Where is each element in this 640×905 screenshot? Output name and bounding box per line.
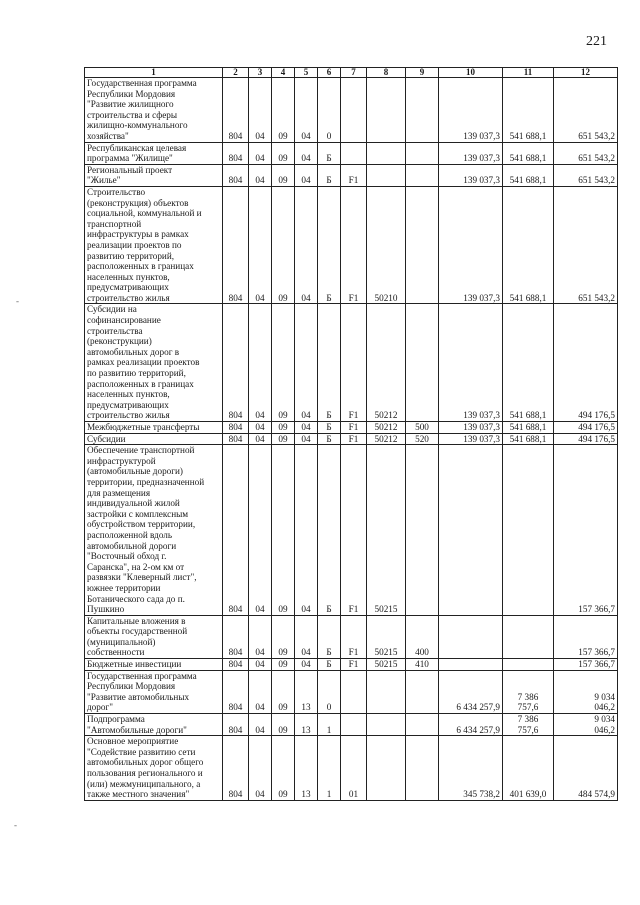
code-cell: 04	[295, 78, 318, 143]
code-cell: 1	[318, 714, 341, 736]
code-cell: 804	[223, 736, 249, 801]
margin-mark: -	[16, 296, 19, 306]
code-cell: 09	[272, 714, 295, 736]
code-cell: 804	[223, 670, 249, 713]
code-cell: Б	[318, 186, 341, 304]
code-cell: 09	[272, 142, 295, 164]
code-cell: 04	[295, 422, 318, 434]
code-cell	[341, 714, 367, 736]
code-cell: 04	[249, 736, 272, 801]
amount-cell: 7 386 757,6	[503, 670, 554, 713]
row-label: Субсидии на софинансирование строительства (реконструкции) автомобильных дорог в рамках реализации проектов по развитию территорий, расположенных в границах населенных пунктов, предусматривающих строительство жилья	[85, 304, 223, 422]
amount-cell: 494 176,5	[554, 304, 618, 422]
table-body	[85, 78, 618, 801]
code-cell: 04	[295, 304, 318, 422]
code-cell	[367, 78, 406, 143]
code-cell: 01	[341, 736, 367, 801]
amount-cell: 9 034 046,2	[554, 714, 618, 736]
amount-cell: 494 176,5	[554, 433, 618, 445]
code-cell	[367, 736, 406, 801]
row-label: Основное мероприятие "Содействие развитию сети автомобильных дорог общего пользования регионального и (или) межмуниципального, а также местного значения"	[85, 736, 223, 801]
code-cell	[341, 78, 367, 143]
amount-cell: 541 688,1	[503, 186, 554, 304]
code-cell: 09	[272, 615, 295, 658]
code-cell: F1	[341, 164, 367, 186]
code-cell: 13	[295, 714, 318, 736]
column-header: 3	[249, 68, 272, 78]
amount-cell: 139 037,3	[439, 422, 503, 434]
column-header: 12	[554, 68, 618, 78]
code-cell: 09	[272, 659, 295, 671]
code-cell: F1	[341, 186, 367, 304]
code-cell: 13	[295, 736, 318, 801]
table-row	[85, 714, 618, 736]
code-cell: Б	[318, 422, 341, 434]
code-cell	[406, 736, 439, 801]
code-cell	[367, 714, 406, 736]
code-cell	[367, 670, 406, 713]
code-cell: 04	[249, 304, 272, 422]
row-label: Государственная программа Республики Мордовия "Развитие автомобильных дорог"	[85, 670, 223, 713]
code-cell: 50212	[367, 422, 406, 434]
code-cell: 04	[249, 615, 272, 658]
code-cell: 09	[272, 670, 295, 713]
amount-cell	[503, 659, 554, 671]
code-cell: 804	[223, 186, 249, 304]
code-cell: F1	[341, 304, 367, 422]
code-cell: 04	[249, 78, 272, 143]
code-cell: F1	[341, 422, 367, 434]
column-header: 5	[295, 68, 318, 78]
code-cell: 500	[406, 422, 439, 434]
code-cell: Б	[318, 615, 341, 658]
table-row	[85, 422, 618, 434]
amount-cell: 6 434 257,9	[439, 670, 503, 713]
code-cell: 50215	[367, 615, 406, 658]
code-cell: 0	[318, 78, 341, 143]
code-cell: Б	[318, 304, 341, 422]
row-label: Государственная программа Республики Мордовия "Развитие жилищного строительства и сферы жилищно-коммунального хозяйства"	[85, 78, 223, 143]
amount-cell: 7 386 757,6	[503, 714, 554, 736]
column-header: 8	[367, 68, 406, 78]
code-cell: 04	[249, 186, 272, 304]
code-cell	[367, 164, 406, 186]
code-cell	[406, 142, 439, 164]
amount-cell: 541 688,1	[503, 142, 554, 164]
row-label: Капитальные вложения в объекты государственной (муниципальной) собственности	[85, 615, 223, 658]
amount-cell: 541 688,1	[503, 422, 554, 434]
code-cell	[406, 304, 439, 422]
code-cell	[406, 714, 439, 736]
column-header: 4	[272, 68, 295, 78]
table-row	[85, 736, 618, 801]
code-cell: F1	[341, 615, 367, 658]
amount-cell: 139 037,3	[439, 304, 503, 422]
code-cell: 13	[295, 670, 318, 713]
table-row	[85, 186, 618, 304]
code-cell: Б	[318, 164, 341, 186]
amount-cell: 541 688,1	[503, 78, 554, 143]
amount-cell: 541 688,1	[503, 304, 554, 422]
code-cell: 50215	[367, 445, 406, 616]
amount-cell: 9 034 046,2	[554, 670, 618, 713]
amount-cell: 484 574,9	[554, 736, 618, 801]
code-cell	[406, 670, 439, 713]
code-cell: 09	[272, 78, 295, 143]
code-cell: 04	[295, 659, 318, 671]
code-cell: 410	[406, 659, 439, 671]
code-cell: 50215	[367, 659, 406, 671]
code-cell: 804	[223, 714, 249, 736]
code-cell: 04	[249, 422, 272, 434]
code-cell: 804	[223, 422, 249, 434]
amount-cell: 139 037,3	[439, 164, 503, 186]
code-cell: 50212	[367, 433, 406, 445]
code-cell	[367, 142, 406, 164]
code-cell: 804	[223, 659, 249, 671]
amount-cell: 345 738,2	[439, 736, 503, 801]
amount-cell	[503, 615, 554, 658]
page-number: 221	[586, 34, 607, 49]
code-cell: Б	[318, 142, 341, 164]
code-cell: 09	[272, 433, 295, 445]
amount-cell: 651 543,2	[554, 142, 618, 164]
amount-cell	[503, 445, 554, 616]
table-row	[85, 304, 618, 422]
amount-cell: 139 037,3	[439, 186, 503, 304]
table-row	[85, 670, 618, 713]
amount-cell: 6 434 257,9	[439, 714, 503, 736]
code-cell: 520	[406, 433, 439, 445]
code-cell: Б	[318, 659, 341, 671]
code-cell: 04	[249, 142, 272, 164]
code-cell: 04	[295, 445, 318, 616]
code-cell: 04	[295, 164, 318, 186]
margin-mark: -	[14, 820, 17, 830]
column-header: 7	[341, 68, 367, 78]
code-cell	[341, 670, 367, 713]
code-cell: 04	[249, 433, 272, 445]
code-cell: Б	[318, 433, 341, 445]
amount-cell: 651 543,2	[554, 78, 618, 143]
code-cell: 09	[272, 445, 295, 616]
amount-cell	[439, 445, 503, 616]
table-row	[85, 142, 618, 164]
table-row	[85, 164, 618, 186]
code-cell: 0	[318, 670, 341, 713]
table-row	[85, 433, 618, 445]
column-header: 11	[503, 68, 554, 78]
code-cell	[406, 186, 439, 304]
code-cell: F1	[341, 445, 367, 616]
amount-cell: 157 366,7	[554, 659, 618, 671]
code-cell: 04	[295, 142, 318, 164]
code-cell: 804	[223, 433, 249, 445]
code-cell: 804	[223, 78, 249, 143]
amount-cell: 494 176,5	[554, 422, 618, 434]
code-cell: 04	[295, 615, 318, 658]
row-label: Межбюджетные трансферты	[85, 422, 223, 434]
amount-cell: 541 688,1	[503, 433, 554, 445]
column-header: 6	[318, 68, 341, 78]
code-cell: 04	[295, 186, 318, 304]
code-cell: 50210	[367, 186, 406, 304]
code-cell: 50212	[367, 304, 406, 422]
code-cell: 04	[249, 714, 272, 736]
row-label: Подпрограмма "Автомобильные дороги"	[85, 714, 223, 736]
amount-cell: 139 037,3	[439, 433, 503, 445]
row-label: Региональный проект "Жилье"	[85, 164, 223, 186]
code-cell: 04	[295, 433, 318, 445]
code-cell: Б	[318, 445, 341, 616]
amount-cell: 651 543,2	[554, 186, 618, 304]
code-cell	[406, 445, 439, 616]
code-cell: 804	[223, 615, 249, 658]
budget-table	[84, 67, 618, 801]
code-cell: 04	[249, 670, 272, 713]
row-label: Субсидии	[85, 433, 223, 445]
row-label: Бюджетные инвестиции	[85, 659, 223, 671]
amount-cell: 541 688,1	[503, 164, 554, 186]
code-cell: 400	[406, 615, 439, 658]
code-cell: 09	[272, 164, 295, 186]
column-header: 1	[85, 68, 223, 78]
amount-cell: 651 543,2	[554, 164, 618, 186]
table-row	[85, 78, 618, 143]
code-cell: 804	[223, 304, 249, 422]
code-cell	[341, 142, 367, 164]
code-cell: 09	[272, 736, 295, 801]
table-row	[85, 659, 618, 671]
amount-cell: 157 366,7	[554, 445, 618, 616]
code-cell	[406, 78, 439, 143]
code-cell: 804	[223, 142, 249, 164]
row-label: Обеспечение транспортной инфраструктурой (автомобильные дороги) территории, предназначенной для размещения индивидуальной жилой застройки с комплексным обустройством территории, расположенной вдоль автомобильной дороги "Восточный обход г. Саранска", на 2-ом км от развязки "Клеверный лист", южнее территории Ботанического сада до п. Пушкино	[85, 445, 223, 616]
code-cell: 09	[272, 304, 295, 422]
code-cell: 04	[249, 164, 272, 186]
code-cell	[406, 164, 439, 186]
amount-cell: 157 366,7	[554, 615, 618, 658]
code-cell: F1	[341, 659, 367, 671]
row-label: Строительство (реконструкция) объектов социальной, коммунальной и транспортной инфраструктуры в рамках реализации проектов по развитию территорий, расположенных в границах населенных пунктов, предусматривающих строительство жилья	[85, 186, 223, 304]
code-cell: 09	[272, 186, 295, 304]
code-cell: 804	[223, 164, 249, 186]
code-cell: 1	[318, 736, 341, 801]
row-label: Республиканская целевая программа "Жилище"	[85, 142, 223, 164]
column-header: 2	[223, 68, 249, 78]
column-header: 9	[406, 68, 439, 78]
code-cell: 804	[223, 445, 249, 616]
code-cell: 04	[249, 659, 272, 671]
amount-cell	[439, 615, 503, 658]
column-header: 10	[439, 68, 503, 78]
header-row	[85, 68, 618, 78]
amount-cell: 139 037,3	[439, 78, 503, 143]
amount-cell	[439, 659, 503, 671]
table-row	[85, 615, 618, 658]
code-cell: 04	[249, 445, 272, 616]
amount-cell: 401 639,0	[503, 736, 554, 801]
table-row	[85, 445, 618, 616]
code-cell: F1	[341, 433, 367, 445]
amount-cell: 139 037,3	[439, 142, 503, 164]
code-cell: 09	[272, 422, 295, 434]
